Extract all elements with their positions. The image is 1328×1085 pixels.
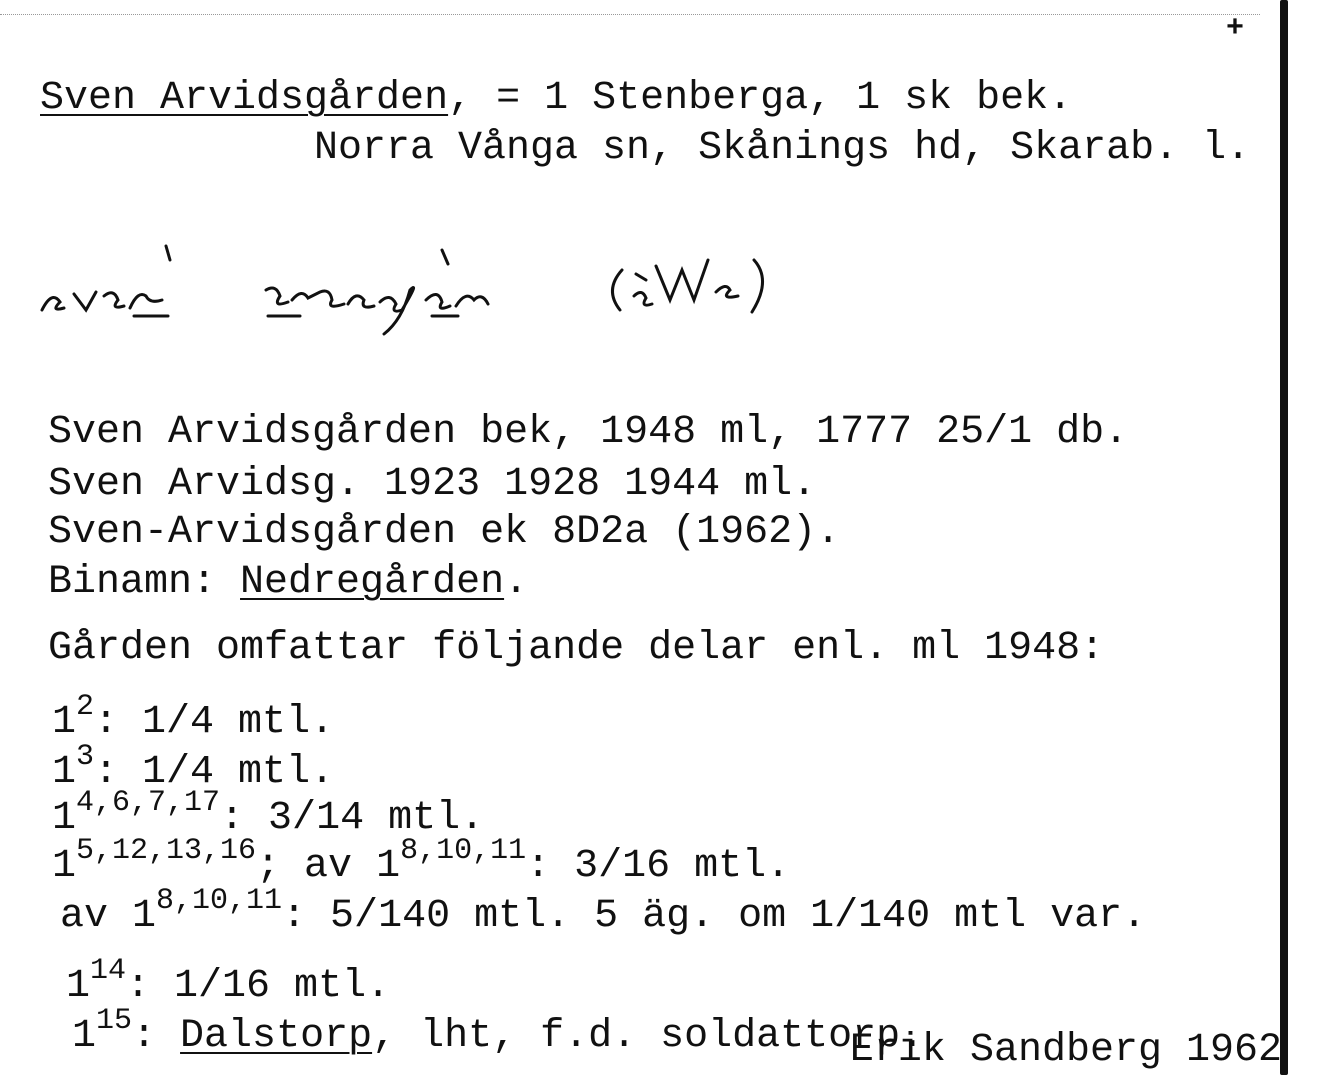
part-line-7 [72,1004,924,1059]
binamn-value: Nedregården [240,560,505,605]
part-sup: 4,6,7,17 [76,786,221,820]
part-text: : 1/4 mtl. [94,750,335,795]
text-line-3: Sven-Arvidsgården ek 8D2a (1962). [48,510,841,555]
text-line-binamn [48,560,528,605]
place-name: Sven Arvidsgården [40,76,449,121]
part-text: , lht, f.d. soldattorp. [372,1014,925,1059]
part-base: av 1 [60,894,157,939]
part-base: 1 [66,964,91,1009]
part-base: 1 [52,700,77,745]
part-base: 1 [52,750,77,795]
binamn-label: Binamn: [48,560,241,605]
part-line-5 [60,884,1146,939]
text-line-1: Sven Arvidsgården bek, 1948 ml, 1777 25/1 db. [48,410,1129,455]
part-sup: 5,12,13,16 [76,834,257,868]
part-line-3 [52,786,484,841]
part-text: : 3/14 mtl. [220,796,485,841]
text-line-2: Sven Arvidsg. 1923 1928 1944 ml. [48,462,817,507]
header-line-2: Norra Vånga sn, Skånings hd, Skarab. l. [314,126,1251,171]
part-sup: 8,10,11 [156,884,283,918]
signature: Erik Sandberg 1962 [849,1028,1282,1073]
part-text: : 5/140 mtl. 5 äg. om 1/140 mtl var. [282,894,1147,939]
handwritten-pronunciation [30,230,790,340]
part-base: 1 [72,1014,97,1059]
binamn-suffix: . [504,560,529,605]
part-line-4 [52,834,790,889]
part-line-6 [66,954,390,1009]
part-sep: : [132,1014,181,1059]
part-base: 1 [52,844,77,889]
part-place-name: Dalstorp [180,1014,373,1059]
part-sup-2: 8,10,11 [400,834,527,868]
part-text: : 1/16 mtl. [126,964,391,1009]
top-edge-specks [0,14,1260,17]
part-sup: 15 [96,1004,133,1038]
part-sup: 14 [90,954,127,988]
part-text: : 1/4 mtl. [94,700,335,745]
part-text: : 3/16 mtl. [526,844,791,889]
part-sup: 2 [76,690,95,724]
text-line-5: Gården omfattar följande delar enl. ml 1948: [48,626,1105,671]
header-rest: , = 1 Stenberga, 1 sk bek. [448,76,1073,121]
header-line-1 [40,76,1072,121]
part-mid: ; av 1 [256,844,401,889]
plus-mark-icon: + [1226,12,1245,46]
part-line-1 [52,690,334,745]
part-sup: 3 [76,740,95,774]
card-right-edge [1280,0,1288,1075]
part-base: 1 [52,796,77,841]
